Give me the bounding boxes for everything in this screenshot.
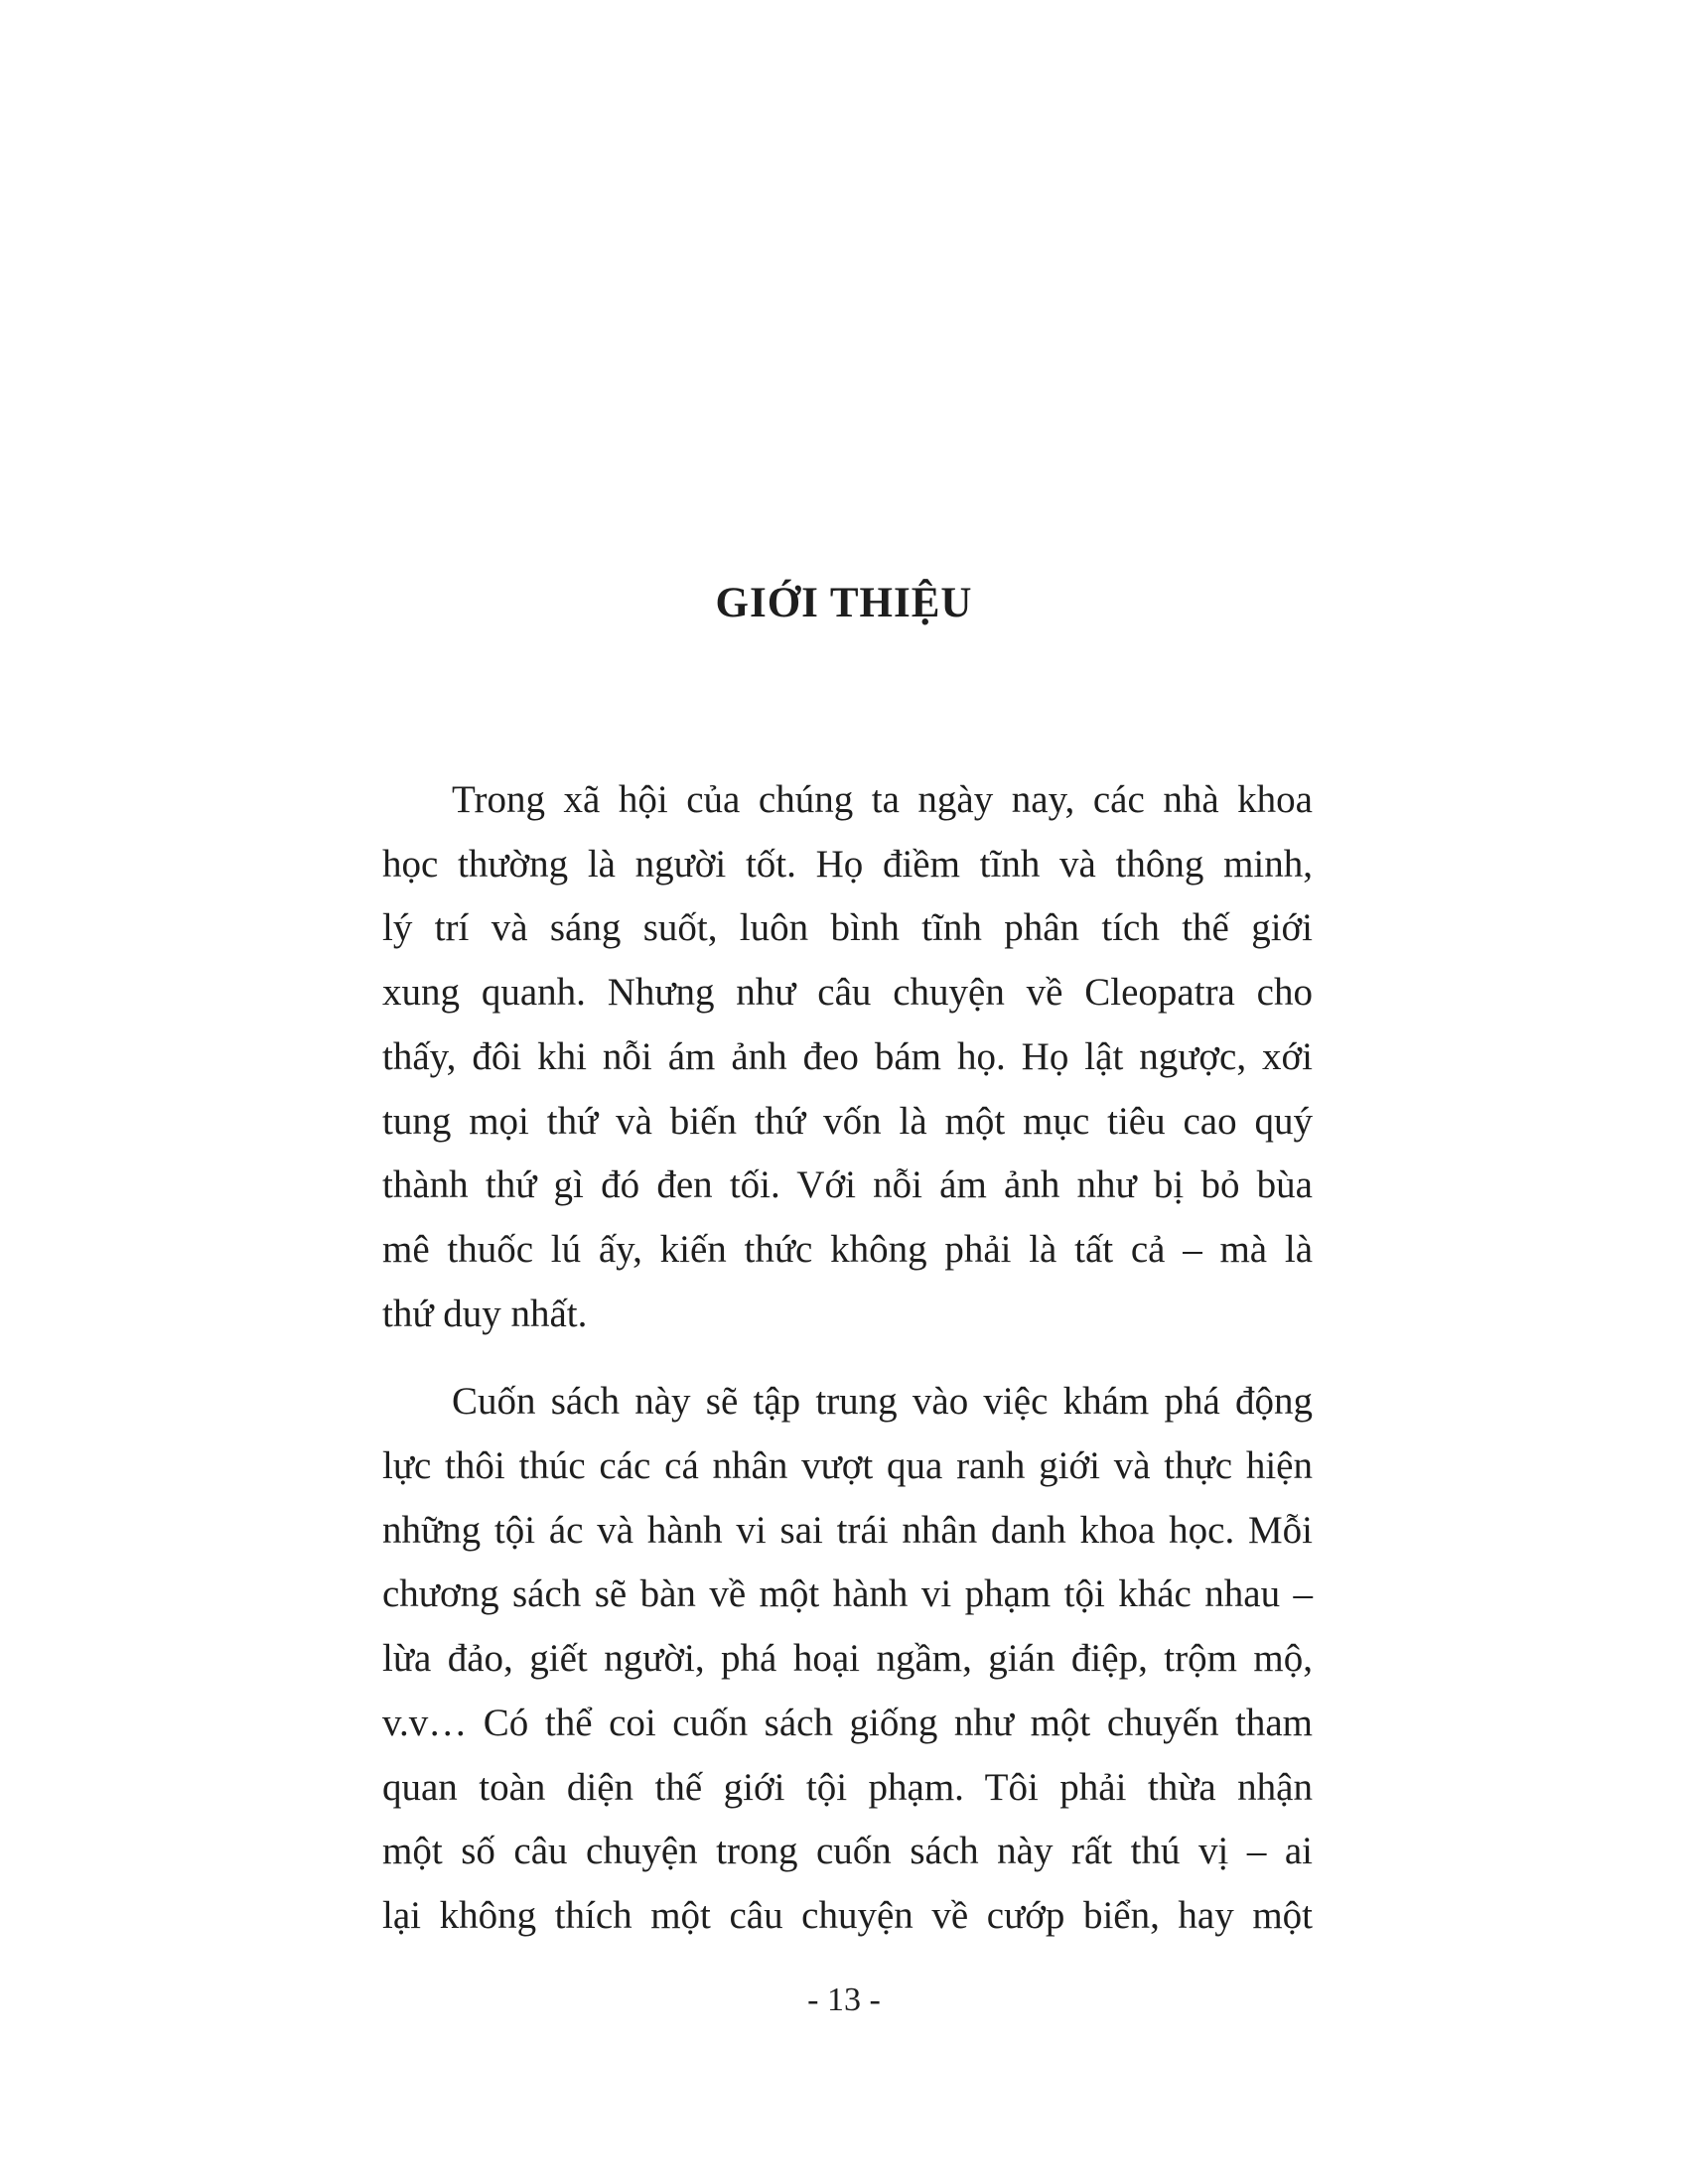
text-line: v.v… Có thể coi cuốn sách giống như một chuyến tham bbox=[382, 1701, 1313, 1744]
body-text bbox=[382, 768, 1313, 1949]
paragraph-1 bbox=[382, 768, 1313, 1346]
text-line: thấy, đôi khi nỗi ám ảnh đeo bám họ. Họ lật ngược, xới bbox=[382, 1034, 1313, 1078]
text-line: xung quanh. Nhưng như câu chuyện về Cleopatra cho bbox=[382, 971, 1313, 1015]
text-line: lực thôi thúc các cá nhân vượt qua ranh giới và thực hiện bbox=[382, 1444, 1313, 1488]
text-line: lừa đảo, giết người, phá hoại ngầm, gián điệp, trộm mộ, bbox=[382, 1637, 1313, 1681]
text-line: thành thứ gì đó đen tối. Với nỗi ám ảnh như bị bỏ bùa bbox=[382, 1163, 1313, 1207]
text-line: lý trí và sáng suốt, luôn bình tĩnh phân tích thế giới bbox=[382, 906, 1313, 950]
paragraph-2 bbox=[382, 1370, 1313, 1948]
text-line: quan toàn diện thế giới tội phạm. Tôi phải thừa nhận bbox=[382, 1765, 1313, 1809]
text-line: chương sách sẽ bàn về một hành vi phạm tội khác nhau – bbox=[382, 1572, 1313, 1616]
text-line: lại không thích một câu chuyện về cướp biển, hay một bbox=[382, 1893, 1313, 1937]
text-line: Trong xã hội của chúng ta ngày nay, các nhà khoa bbox=[452, 778, 1313, 821]
chapter-title: GIỚI THIỆU bbox=[715, 580, 973, 626]
text-line: học thường là người tốt. Họ điềm tĩnh và thông minh, bbox=[382, 842, 1313, 886]
page-number: - 13 - bbox=[807, 1981, 881, 2018]
text-line: tung mọi thứ và biến thứ vốn là một mục tiêu cao quý bbox=[382, 1099, 1313, 1143]
text-line: thứ duy nhất. bbox=[382, 1292, 588, 1335]
text-line: Cuốn sách này sẽ tập trung vào việc khám phá động bbox=[452, 1380, 1313, 1424]
text-line: một số câu chuyện trong cuốn sách này rất thú vị – ai bbox=[382, 1830, 1313, 1873]
text-line: mê thuốc lú ấy, kiến thức không phải là tất cả – mà là bbox=[382, 1227, 1313, 1271]
text-line: những tội ác và hành vi sai trái nhân danh khoa học. Mỗi bbox=[382, 1508, 1313, 1552]
